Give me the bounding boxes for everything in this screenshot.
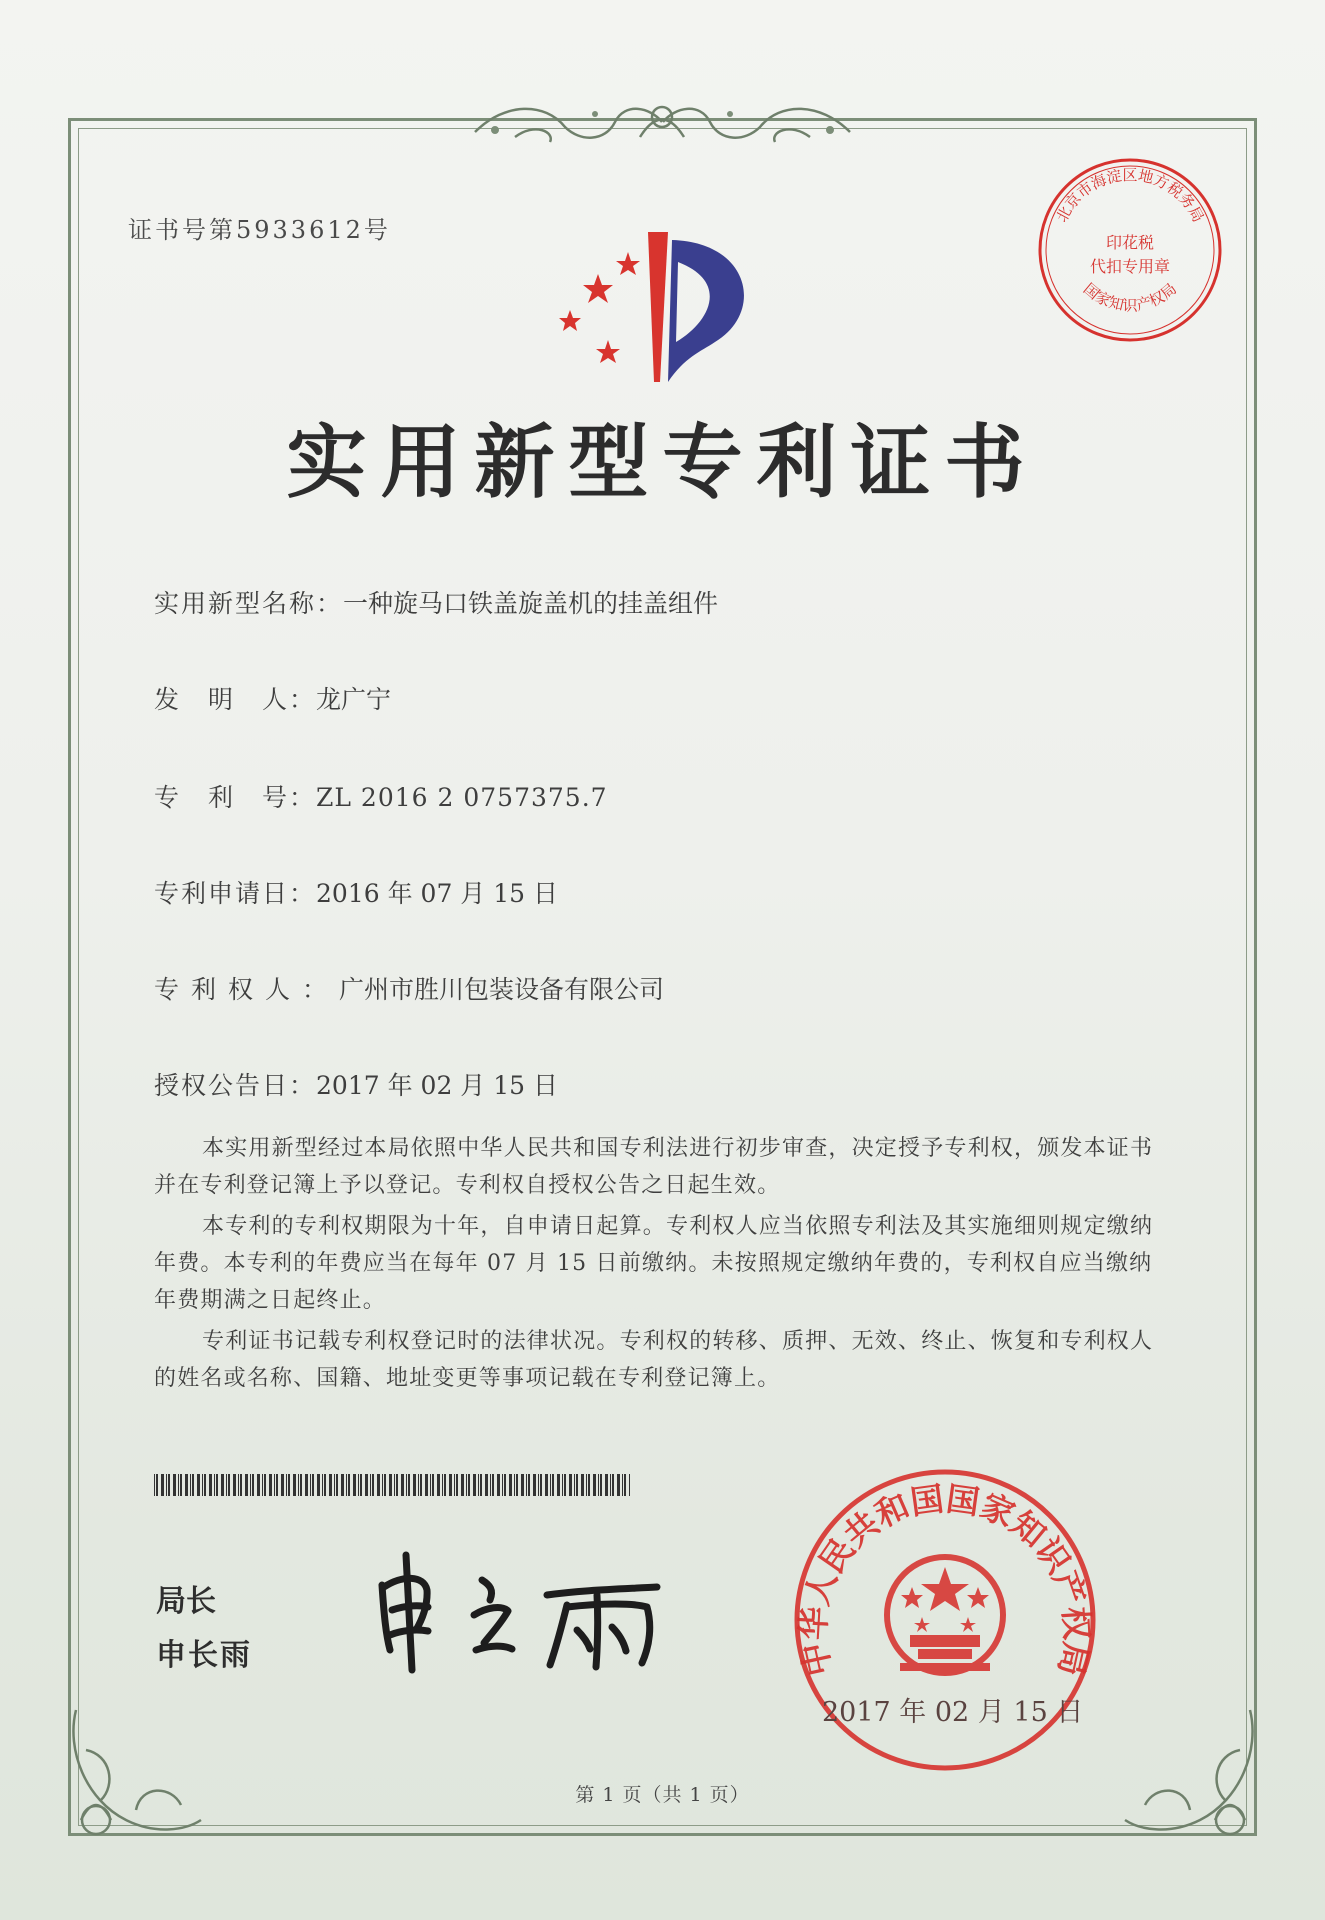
page-number: 第 1 页（共 1 页）: [575, 1784, 750, 1806]
svg-text:国家知识产权局: [1080, 280, 1180, 315]
handwritten-signature-icon: [372, 1545, 672, 1675]
stamp-duty-seal-icon: [1030, 150, 1230, 350]
field-grant-date: [154, 1066, 558, 1102]
field-value: 一种旋马口铁盖旋盖机的挂盖组件: [343, 589, 719, 618]
field-value: 2016 年 07 月 15 日: [316, 879, 558, 908]
director-name: 申长雨: [156, 1638, 252, 1673]
small-seal-center-1: 印花税: [1105, 233, 1155, 252]
small-seal-bottom-text: 国家知识产权局: [1079, 279, 1181, 315]
field-label: 专 利 号：: [154, 783, 317, 812]
small-seal-ring-text: 北京市海淀区地方税务局: [1052, 166, 1208, 226]
bottom-left-ornament-icon: [56, 1690, 216, 1850]
body-paragraph-3: 专利证书记载专利权登记时的法律状况。专利权的转移、质押、无效、终止、恢复和专利权人的姓名或名称、国籍、地址变更等事项记载在专利登记簿上。: [154, 1329, 1154, 1391]
field-label: 发 明 人：: [154, 685, 317, 714]
body-paragraph-2: 本专利的专利权期限为十年，自申请日起算。专利权人应当依照专利法及其实施细则规定缴纳年费。本专利的年费应当在每年 07 月 15 日前缴纳。未按照规定缴纳年费的，专利权自应当缴纳年费期满之日起终止。: [154, 1214, 1154, 1313]
body-text: [154, 1130, 1154, 1397]
field-application-date: [154, 874, 558, 910]
field-value: ZL 2016 2 0757375.7: [316, 783, 608, 812]
seal-date: 2017 年 02 月 15 日: [822, 1697, 1084, 1728]
svg-text:北京市海淀区地方税务局: [1053, 166, 1208, 225]
field-patent-number: [154, 778, 608, 814]
field-value: 广州市胜川包装设备有限公司: [339, 975, 665, 1004]
top-ornament-icon: [455, 92, 870, 152]
field-utility-model-name: [154, 584, 718, 620]
certificate-number: 证书号第5933612号: [128, 216, 391, 244]
small-seal-center-2: 代扣专用章: [1089, 257, 1171, 276]
field-inventor: [154, 680, 391, 716]
field-label: 实用新型名称：: [154, 589, 344, 618]
barcode-icon: [154, 1474, 630, 1496]
patent-office-logo-icon: [550, 222, 780, 392]
field-label: 授权公告日：: [154, 1071, 317, 1100]
director-title: 局长: [156, 1584, 216, 1619]
field-label: 专利申请日：: [154, 879, 317, 908]
field-label: 专利权人：: [154, 975, 340, 1004]
body-paragraph-1: 本实用新型经过本局依照中华人民共和国专利法进行初步审查，决定授予专利权，颁发本证书并在专利登记簿上予以登记。专利权自授权公告之日起生效。: [154, 1136, 1154, 1198]
bottom-right-ornament-icon: [1110, 1690, 1270, 1850]
field-patentee: [154, 970, 664, 1006]
certificate-title: 实用新型专利证书: [286, 416, 1039, 509]
field-value: 龙广宁: [316, 685, 392, 714]
seal-ring-text: 中华人民共和国国家知识产权局: [793, 1478, 1097, 1680]
field-value: 2017 年 02 月 15 日: [316, 1071, 558, 1100]
